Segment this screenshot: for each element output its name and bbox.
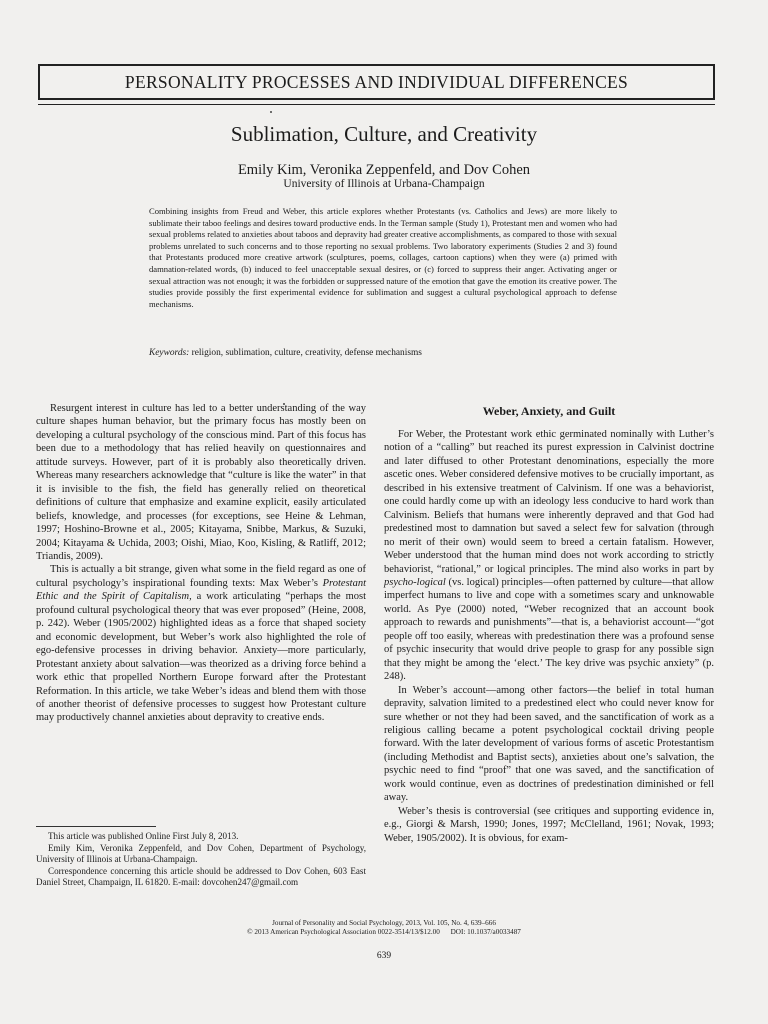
section-heading: Weber, Anxiety, and Guilt <box>482 404 616 418</box>
journal-citation-line: Journal of Personality and Social Psychology, 2013, Vol. 105, No. 4, 639–666 <box>272 919 496 927</box>
banner-rule <box>38 104 715 105</box>
scan-speck <box>270 111 272 113</box>
body-paragraph: Resurgent interest in culture has led to a better understanding of the way culture shapes human behavior, but the primary focus has mostly been on developing a cultural psychology of the conscious mind. Part of this focus has been due to a methodology that has relied heavily on questionnaires and attitude surveys. However, part of it is probably also theoretically driven. Whereas many researchers acknowledge that “culture is like the water” in that it is invisible to the fish, the field has generally relied on theoretical definitions of culture that emphasize and examine explicit, easily articulated beliefs, knowledge, and processes (for exceptions, see Heine & Lehman, 1997; Hoshino-Browne et al., 2005; Kitayama, Snibbe, Markus, & Suzuki, 2004; Kitayama & Uchida, 2003; Oishi, Miao, Koo, Kisling, & Ratliff, 2012; Triandis, 2009). <box>36 403 366 562</box>
page-number: 639 <box>376 951 392 961</box>
author-list: Emily Kim, Veronika Zeppenfeld, and Dov Cohen <box>237 162 531 178</box>
footnote: Emily Kim, Veronika Zeppenfeld, and Dov Cohen, Department of Psychology, University of Illinois at Urbana-Champaign. <box>36 842 366 865</box>
article-title: Sublimation, Culture, and Creativity <box>230 122 538 146</box>
journal-citation <box>0 919 768 936</box>
keywords <box>149 347 617 359</box>
section-banner-text: PERSONALITY PROCESSES AND INDIVIDUAL DIFFERENCES <box>124 71 629 92</box>
footnote-rule <box>36 826 156 827</box>
body-paragraph: This is actually a bit strange, given what some in the field regard as one of cultural psychology’s inspirational founding texts: Max Weber’s Protestant Ethic and the Spirit of Capitalism, a work articulating “perhaps the most profound cultural psychological theory that was ever proposed” (Heine, 2008, p. 242). Weber (1905/2002) highlighted ideas as a force that shaped society and economic development, but Weber’s work also highlighted the role of ego-defensive processes in driving behavior. Anxiety—more particularly, Protestant anxiety about salvation—was theorized as a driving force behind a work ethic that propelled Northern Europe forward after the Protestant Reformation. In this article, we take Weber’s ideas and blend them with those of another theorist of defensive processes to suggest how Protestant culture may productively channel anxieties about depravity to creative ends. <box>36 564 366 724</box>
body-paragraph: For Weber, the Protestant work ethic germinated nominally with Luther’s notion of a “calling” but reached its purest expression in Calvinist doctrine and later diffused to other Protestant denominations, especially the more ascetic ones. Weber considered defensive motives to be crucially important, as described in his extensive treatment of Calvinism. If one was a behaviorist, one could hardly come up with an ideology less conducive to hard work than Calvinism. Beliefs that humans were inherently depraved and that God had predestined most to damnation but saved a select few for salvation (through no merit of their own) would seem to breed a certain fatalism. However, Weber understood that the human mind does not work according to strictly behaviorist, “rational,” or logical principles. The mind also works in part by psycho-logical (vs. logical) principles—often patterned by culture—that allow imperfect humans to live and cope with a sometimes scary and unknowable world. As Pye (2000) noted, “Weber recognized that an account book approach to rewards and punishments”—that is, a behaviorist account—“got people off too easily, whereas with predestination there was a profound sense of psychic insecurity that would drive people to grasp for any possible sign that they might be among the ‘elect.’ The key drive was psychic anxiety” (p. 248). <box>384 429 714 683</box>
right-column <box>384 428 714 845</box>
footnote: This article was published Online First July 8, 2013. <box>48 831 239 841</box>
body-paragraph: Weber’s thesis is controversial (see critiques and supporting evidence in, e.g., Giorgi & Marsh, 1990; Jones, 1997; McClelland, 1961; Novak, 1993; Weber, 1905/2002). It is obvious, for exam- <box>384 805 714 844</box>
body-paragraph: In Weber’s account—among other factors—the belief in total human depravity, salvation limited to a predestined elect who could never know for sure whether or not they had been saved, and the sanctification of work as a religious calling became a potent psychological cocktail driving people forward. With the later development of various forms of ascetic Protestantism (including Methodist and Baptist sects), anxieties about one’s salvation, the psychic need to find “proof” that one was saved, and the sanctification of work would continue, even as doctrines of predestination diminished or fell away. <box>384 684 714 804</box>
copyright-doi-line: © 2013 American Psychological Association 0022-3514/13/$12.00 DOI: 10.1037/a0033487 <box>247 927 521 936</box>
journal-section-banner <box>38 64 715 100</box>
footnotes <box>36 831 366 889</box>
abstract: Combining insights from Freud and Weber, this article explores whether Protestants (vs. Catholics and Jews) are more likely to sublimate their taboo feelings and desires toward productive ends. In the Terman sample (Study 1), Protestant men and women who had sexual problems related to anxieties about taboos and depravity had greater creative accomplishments, as compared to those with sexual problems unrelated to such concerns and to those reporting no sexual problems. Two laboratory experiments (Studies 2 and 3) found that Protestants produced more creative artwork (sculptures, poems, collages, cartoon captions) when they were (a) primed with damnation-related words, (b) induced to feel unacceptable sexual desires, or (c) forced to suppress their anger. Activating anger or sexual attraction was not enough; it was the forbidden or suppressed nature of the emotion that gave the emotion its creative power. The studies provide possibly the first experimental evidence for sublimation and suggest a cultural psychological approach to defense mechanisms. <box>149 206 617 309</box>
footnote: Correspondence concerning this article should be addressed to Dov Cohen, 603 East Daniel Street, Champaign, IL 61820. E-mail: dovcohen247@gmail.com <box>36 865 366 888</box>
keywords-list: religion, sublimation, culture, creativity, defense mechanisms <box>191 348 422 358</box>
keywords-label: Keywords: <box>149 348 190 358</box>
author-affiliation: University of Illinois at Urbana-Champaign <box>283 178 485 190</box>
left-column <box>36 402 366 725</box>
